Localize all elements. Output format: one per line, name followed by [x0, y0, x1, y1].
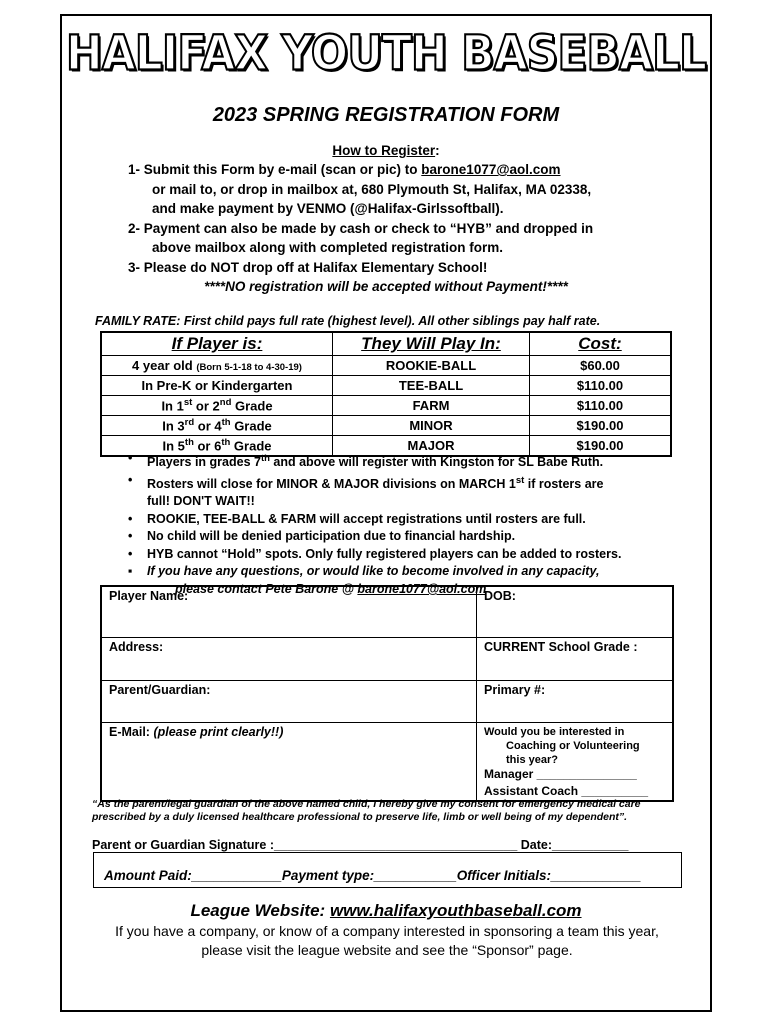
cost-cell: $110.00 [530, 376, 672, 396]
assistant-coach-line: Assistant Coach __________ [484, 783, 649, 798]
step-1-line-3: and make payment by VENMO (@Halifax-Girlssoftball). [152, 201, 504, 216]
email-field[interactable]: E-Mail: (please print clearly!!) [101, 722, 477, 801]
step-1-line-2: or mail to, or drop in mailbox at, 680 Plymouth St, Halifax, MA 02338, [152, 181, 592, 197]
player-name-field[interactable]: Player Name: [101, 586, 477, 637]
family-rate-note: FAMILY RATE: First child pays full rate (highest level). All other siblings pay half rate. [95, 314, 601, 328]
list-item: • Rosters will close for MINOR & MAJOR divisions on MARCH 1st if rosters are full! DON'T WAIT!! [128, 472, 688, 511]
rates-header-row [101, 332, 671, 356]
notes-list [128, 450, 688, 598]
list-item: • Players in grades 7th and above will register with Kingston for SL Babe Ruth. [128, 450, 688, 472]
school-grade-field[interactable]: CURRENT School Grade : [477, 637, 674, 680]
rates-table [100, 331, 672, 457]
address-field[interactable]: Address: [101, 637, 477, 680]
header-division: They Will Play In: [333, 332, 530, 356]
header-player: If Player is: [101, 332, 333, 356]
league-website: League Website: www.halifaxyouthbaseball.com [190, 901, 582, 920]
list-item: • ROOKIE, TEE-BALL & FARM will accept registrations until rosters are full. [128, 511, 688, 529]
signature-line[interactable]: Parent or Guardian Signature :___________________________________ Date:___________ [92, 838, 629, 852]
player-cell: In 1st or 2nd Grade [101, 396, 333, 416]
division-cell: MAJOR [333, 436, 530, 457]
email-link[interactable]: barone1077@aol.com [421, 162, 561, 177]
sponsor-note: If you have a company, or know of a company interested in sponsoring a team this year, please visit the league website and see the “Sponsor” page. [115, 923, 659, 958]
table-row [101, 416, 671, 436]
table-row [101, 376, 671, 396]
list-item: ▪ If you have any questions, or would like to become involved in any capacity, please contact Pete Barone @ barone1077@aol.com [128, 563, 688, 598]
dob-field[interactable]: DOB: [477, 586, 674, 637]
payment-box[interactable]: Amount Paid:____________Payment type:___________Officer Initials:____________ [93, 852, 682, 888]
manager-line: Manager _______________ [484, 766, 637, 781]
org-title: HALIFAX YOUTH BASEBALL [65, 25, 707, 82]
form-title: 2023 SPRING REGISTRATION FORM [212, 104, 560, 126]
how-to-heading: How to Register: [332, 143, 440, 158]
table-row [101, 637, 673, 680]
step-2-line-2: above mailbox along with completed registration form. [152, 240, 504, 255]
table-row [101, 356, 671, 376]
step-3: 3- Please do NOT drop off at Halifax Elementary School! [128, 259, 488, 275]
cost-cell: $190.00 [530, 416, 672, 436]
list-item: • No child will be denied participation due to financial hardship. [128, 528, 688, 546]
table-row [101, 396, 671, 416]
volunteer-field[interactable]: Would you be interested in Coaching or Volunteering this year? Manager _______________ Assistant Coach __________ [477, 722, 674, 801]
website-link[interactable]: www.halifaxyouthbaseball.com [329, 901, 582, 920]
primary-phone-field[interactable]: Primary #: [477, 680, 674, 722]
cost-cell: $190.00 [530, 436, 672, 457]
step-1: 1- Submit this Form by e-mail (scan or pic) to barone1077@aol.com [128, 162, 561, 177]
table-row [101, 722, 673, 801]
consent-statement: “As the parent/legal guardian of the above named child, I hereby give my consent for emergency medical care prescribed by a duly licensed healthcare professional to preserve life, limb or well being of my dependent”. [92, 798, 641, 823]
cost-cell: $110.00 [530, 396, 672, 416]
list-item: • HYB cannot “Hold” spots. Only fully registered players can be added to rosters. [128, 546, 688, 564]
cost-cell: $60.00 [530, 356, 672, 376]
division-cell: FARM [333, 396, 530, 416]
division-cell: MINOR [333, 416, 530, 436]
player-info-form [100, 585, 674, 802]
no-payment-warning: ****NO registration will be accepted without Payment!**** [204, 279, 568, 294]
contact-email-link[interactable]: barone1077@aol.com [357, 581, 487, 596]
player-cell: 4 year old (Born 5-1-18 to 4-30-19) [101, 356, 333, 376]
header-cost: Cost: [578, 334, 622, 353]
parent-guardian-field[interactable]: Parent/Guardian: [101, 680, 477, 722]
player-cell: In Pre-K or Kindergarten [101, 376, 333, 396]
step-2: 2- Payment can also be made by cash or check to “HYB” and dropped in [128, 220, 594, 236]
division-cell: ROOKIE-BALL [333, 356, 530, 376]
player-cell: In 3rd or 4th Grade [101, 416, 333, 436]
division-cell: TEE-BALL [333, 376, 530, 396]
table-row [101, 680, 673, 722]
player-cell: In 5th or 6th Grade [101, 436, 333, 457]
registration-steps [128, 160, 593, 277]
table-row [101, 586, 673, 637]
